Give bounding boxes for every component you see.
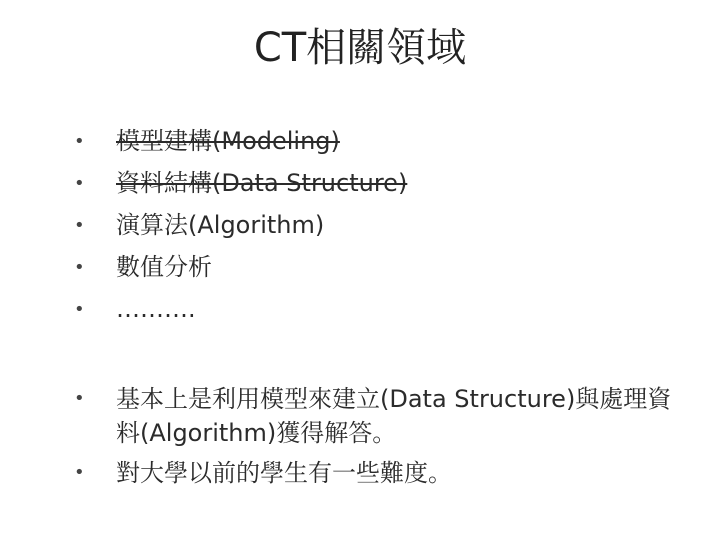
list-item-algorithm — [70, 208, 690, 243]
bullet-icon: • — [74, 299, 85, 320]
notes-list — [70, 382, 690, 496]
list-item-modeling — [70, 124, 690, 159]
list-item-label: 資料結構(Data Structure) — [116, 169, 408, 197]
list-item-data-structure — [70, 166, 690, 201]
list-item-label: ………. — [116, 295, 196, 323]
slide-title: CT相關領域 — [253, 25, 467, 71]
list-item-label: 演算法(Algorithm) — [116, 211, 325, 239]
domains-list — [70, 124, 690, 334]
bullet-icon: • — [74, 257, 85, 278]
list-item-label: 模型建構(Modeling) — [116, 127, 340, 155]
list-item-label: 對大學以前的學生有一些難度。 — [116, 459, 452, 487]
list-item-ellipsis — [70, 292, 690, 327]
list-item-note-model — [70, 382, 690, 450]
bullet-icon: • — [74, 462, 85, 483]
list-item-label: 數值分析 — [116, 253, 212, 281]
list-item-numerical-analysis — [70, 250, 690, 285]
list-item-label: 基本上是利用模型來建立(Data Structure)與處理資料(Algorithm)獲得解答。 — [116, 385, 672, 447]
list-item-note-difficulty — [70, 456, 690, 490]
bullet-icon: • — [74, 388, 85, 409]
bullet-icon: • — [74, 131, 85, 152]
bullet-icon: • — [74, 215, 85, 236]
bullet-icon: • — [74, 173, 85, 194]
